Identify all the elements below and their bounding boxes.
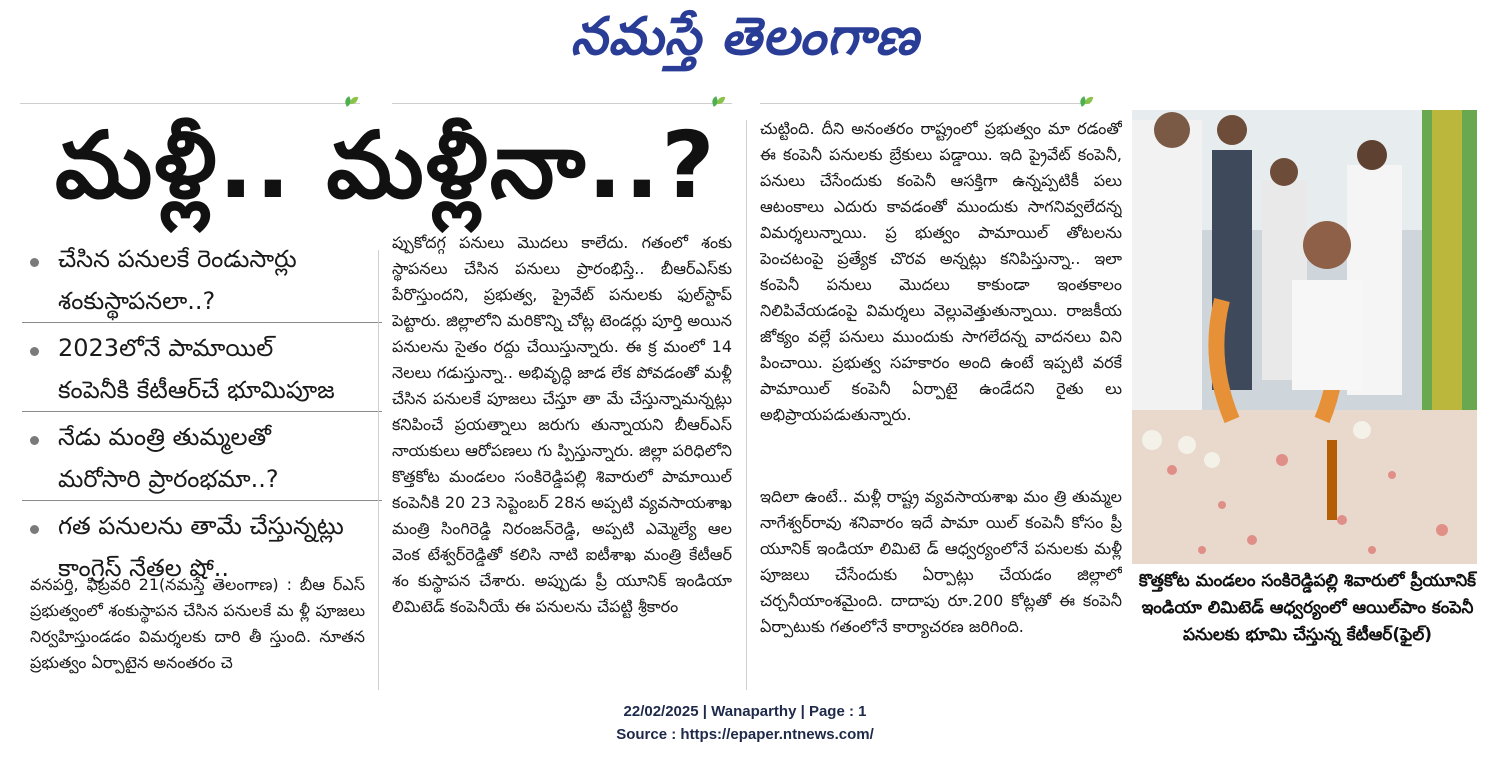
bullet-icon xyxy=(30,347,39,356)
edition-info: 22/02/2025 | Wanaparthy | Page : 1 xyxy=(623,703,867,720)
highlight-text: నేడు మంత్రి తుమ్మలతో మరోసారి ప్రారంభమా..? xyxy=(58,423,279,493)
bullet-icon xyxy=(30,525,39,534)
bullet-icon xyxy=(30,436,39,445)
bullet-icon xyxy=(30,258,39,267)
article-column-3-continued: ఇదిలా ఉంటే.. మళ్లీ రాష్ట్ర వ్యవసాయశాఖ మం త్రి తుమ్మల నాగేశ్వర్‌రావు శనివారం ఇదే పామా యిల్ కంపెనీ కోసం ప్రీ యూనిక్ ఇండియా లిమిటె డ్ ఆధ్వర్యంలోనే పనులకు మళ్లీ పూజలు చేసేందుకు ఏర్పాట్లు చేయడం జిల్లాలో చర్చనీయాంశమైంది. దాదాపు రూ.200 కోట్లతో ఈ కంపెనీ ఏర్పాటుకు గతంలోనే కార్యాచరణ జరిగింది. xyxy=(760,487,1122,636)
leaf-icon xyxy=(712,96,724,106)
photo-caption: కొత్తకోట మండలం సంకిరెడ్డిపల్లి శివారులో ప్రీయూనిక్ ఇండియా లిమిటెడ్ ఆధ్వర్యంలో ఆయిల్‌పాం కంపెనీ పనులకు భూమి చేస్తున్న కేటీఆర్(ఫైల్) xyxy=(1138,571,1477,645)
source-link[interactable]: Source : https://epaper.ntnews.com/ xyxy=(616,726,874,743)
leaf-icon xyxy=(345,96,357,106)
photo-illustration xyxy=(1132,110,1477,564)
article-column-2: ప్పుకోదగ్గ పనులు మొదలు కాలేదు. గతంలో శంకు స్థాపనలు చేసిన పనులు ప్రారంభిస్తే.. బీఆర్‌ఎస్‌కు పేరొస్తుందని, ప్రభుత్వ, ప్రైవేట్ పనులకు ఫుల్‌స్టాప్ పెట్టారు. జిల్లాలోని మరికొన్ని చోట్ల టెండర్లు పూర్తి అయిన పనులను సైతం రద్దు చేయిస్తున్నారు. ఈ క్ర మంలో 14 నెలలు గడుస్తున్నా.. అభివృద్ధి జాడ లేక పోవడంతో మళ్లీ చేసిన పనులకే పూజలు చేస్తూ తా మే చేస్తున్నామన్నట్లు కనిపించే ప్రయత్నాలు జరుగు తున్నాయని బీఆర్‌ఎస్ నాయకులు ఆరోపణలు గు ప్పిస్తున్నారు. జిల్లా పరిధిలోని కొత్తకోట మండలం సంకిరెడ్డిపల్లి శివారులో పామాయిల్ కంపెనీకి 20 23 సెప్టెంబర్ 28న అప్పటి వ్యవసాయశాఖ మంత్రి సింగిరెడ్డి నిరంజన్‌రెడ్డి, అప్పటి ఎమ్మెల్యే ఆల వెంక టేశ్వర్‌రెడ్డితో కలిసి నాటి ఐటీశాఖ మంత్రి కేటీఆర్ శం కుస్థాపన చేశారు. అప్పుడు ప్రీ యూనిక్ ఇండియా లిమిటెడ్ కంపెనీయే ఈ పనులను చేపట్టి శ్రీకారం xyxy=(392,233,732,616)
column-divider xyxy=(378,250,379,690)
highlight-text: 2023లోనే పామాయిల్ కంపెనీకి కేటీఆర్‌చే భూమిపూజ xyxy=(58,334,335,404)
headline: మళ్లీ.. మళ్లీనా..? xyxy=(55,112,717,219)
divider xyxy=(20,103,360,104)
list-item xyxy=(22,327,382,412)
column-divider xyxy=(746,120,747,690)
list-item xyxy=(22,416,382,501)
highlight-text: గత పనులను తామే చేస్తున్నట్లు కాంగ్రెస్ నేతల షో.. xyxy=(58,512,344,582)
leaf-icon xyxy=(1080,96,1092,106)
article-column-3: చుట్టింది. దీని అనంతరం రాష్ట్రంలో ప్రభుత్వం మా రడంతో ఈ కంపెనీ పనులకు బ్రేకులు పడ్డాయి. ఇది ప్రైవేట్ కంపెనీ, పనులు చేసేందుకు కంపెనీ ఆసక్తిగా ఉన్నప్పటికీ పలు ఆటంకాలు ఎదురు కావడంతో ముందుకు సాగనివ్వలేదన్న విమర్శలున్నాయి. ప్ర భుత్వం పామాయిల్ తోటలను పెంచటంపై ప్రత్యేక చొరవ అన్నట్లు కనిపిస్తున్నా.. ఇలా కంపెనీ పనులు మొదలు కాకుండా ఇంతకాలం నిలిపివేయడంపై విమర్శలు వెల్లువెత్తుతున్నాయి. రాజకీయ జోక్యం వల్లే పనులు ముందుకు సాగలేదన్న వాదనలు విని పించాయి. ప్రభుత్వ సహకారం అంది ఉంటే ఇప్పటి వరకే పామాయిల్ కంపెనీ ఏర్పాటై ఉండేదని రైతు లు అభిప్రాయపడుతున్నారు. xyxy=(760,119,1122,424)
divider xyxy=(760,103,1090,104)
newspaper-logo: నమస్తే తెలంగాణ xyxy=(570,6,920,67)
highlight-text: చేసిన పనులకే రెండుసార్లు శంకుస్థాపనలా..? xyxy=(58,245,297,315)
news-photo xyxy=(1132,110,1477,564)
highlights-list xyxy=(22,238,382,593)
divider xyxy=(392,103,732,104)
masthead xyxy=(0,0,1490,80)
article-column-1: వనపర్తి, ఫిబ్రవరి 21(నమస్తే తెలంగాణ) : బీఆ ర్‌ఎస్ ప్రభుత్వంలో శంకుస్థాపన చేసిన పనులకే మ ళ్లీ పూజలు నిర్వహిస్తుండడం విమర్శలకు దారి తీ స్తుంది. నూతన ప్రభుత్వం ఏర్పాటైన అనంతరం చె xyxy=(30,575,365,672)
page-footer xyxy=(0,700,1490,746)
list-item xyxy=(22,238,382,323)
